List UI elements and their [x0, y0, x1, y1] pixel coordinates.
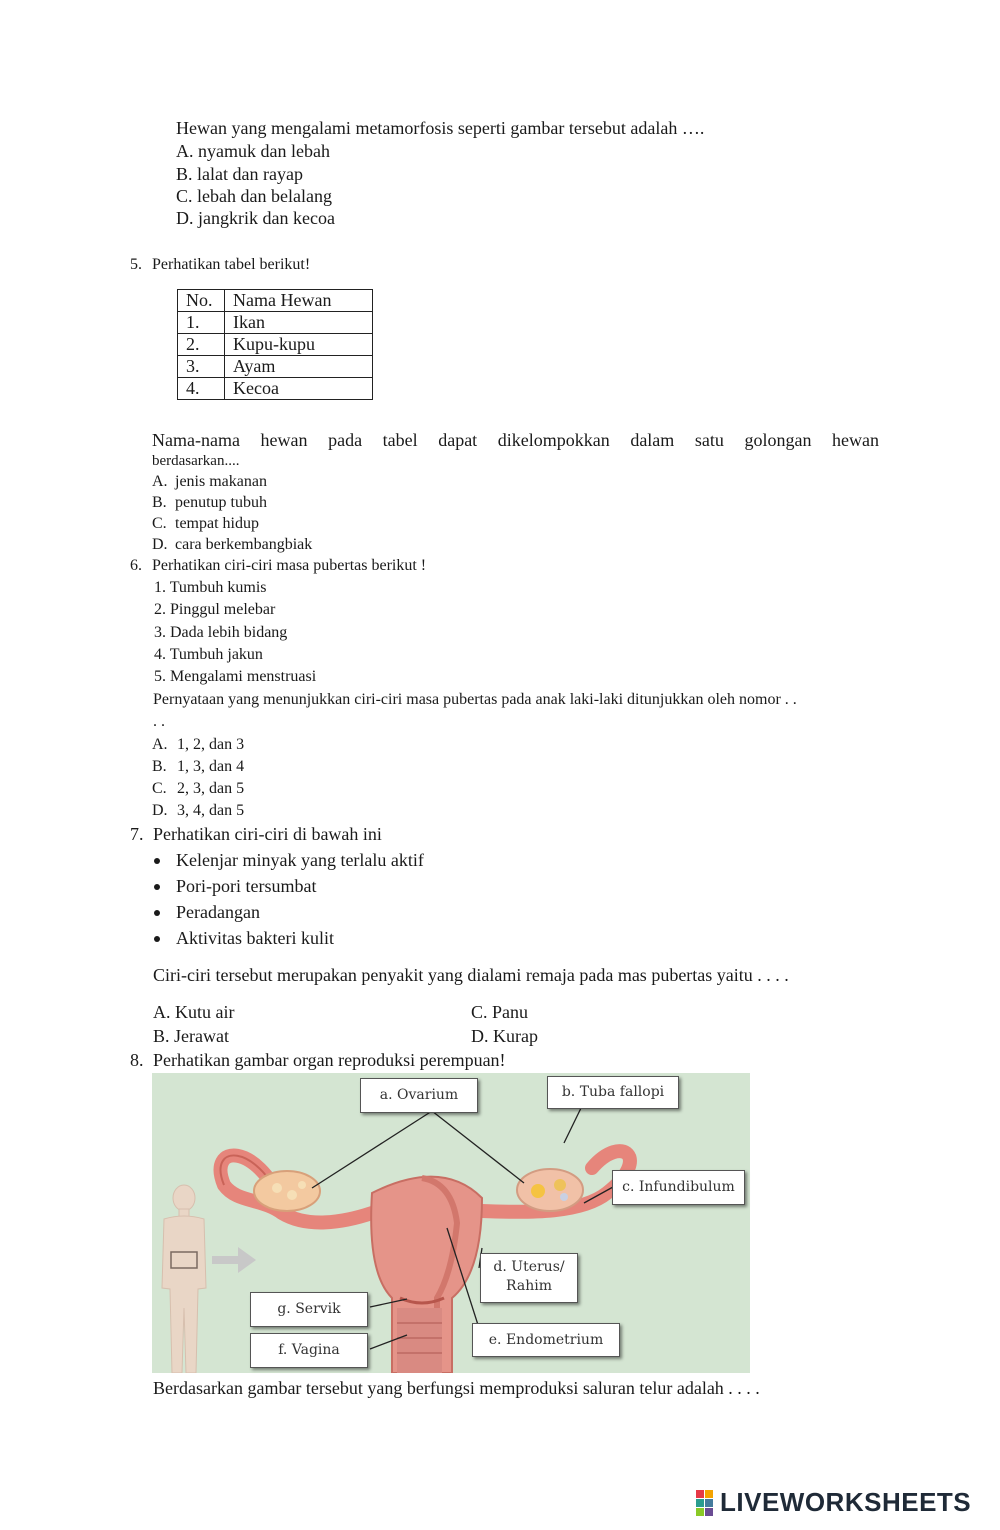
q5-number: 5. [130, 256, 142, 273]
table-row [178, 312, 373, 334]
q6-item-2: 2. Pinggul melebar [154, 601, 276, 618]
table-header-row [178, 290, 373, 312]
q6-number: 6. [130, 557, 142, 574]
logo-square-2 [705, 1490, 713, 1498]
q6-option-c: 2, 3, dan 5 [177, 780, 245, 797]
q5-stem-line2: berdasarkan.... [152, 453, 240, 469]
q6-option-d-letter: D. [152, 802, 168, 819]
q6-item-1: 1. Tumbuh kumis [154, 579, 267, 596]
brand-name: LIVEWORKSHEETS [720, 1487, 972, 1517]
q7-option-d: D. Kurap [471, 1026, 538, 1046]
q5-stem-line1: Nama-nama hewan pada tabel dapat dikelompokkan dalam satu golongan hewan [152, 430, 879, 450]
q4-option-c: C. lebah dan belalang [176, 186, 332, 206]
q5-option-b: penutup tubuh [175, 494, 267, 511]
q5-option-d: cara berkembangbiak [175, 536, 313, 553]
table-cell-no: 3. [178, 356, 225, 378]
q6-stem-line1: Pernyataan yang menunjukkan ciri-ciri masa pubertas pada anak laki-laki ditunjukkan oleh nomor . . [153, 691, 797, 708]
label-ovarium: a. Ovarium [360, 1078, 478, 1113]
body-silhouette-icon [162, 1185, 206, 1373]
q7-option-a: A. Kutu air [153, 1002, 235, 1022]
table-cell-name: Kecoa [225, 378, 373, 400]
logo-square-4 [705, 1499, 713, 1507]
table-header-name: Nama Hewan [225, 290, 373, 312]
q8-number: 8. [130, 1050, 144, 1070]
table-cell-no: 2. [178, 334, 225, 356]
q6-item-5: 5. Mengalami menstruasi [154, 668, 317, 685]
q7-bullet-2: Pori-pori tersumbat [176, 876, 317, 896]
q7-bullet-3: Peradangan [176, 902, 260, 922]
q5-option-a-letter: A. [152, 473, 168, 490]
logo-square-3 [696, 1499, 704, 1507]
table-cell-no: 1. [178, 312, 225, 334]
q6-option-b-letter: B. [152, 758, 167, 775]
q8-stem: Berdasarkan gambar tersebut yang berfungsi memproduksi saluran telur adalah . . . . [153, 1378, 760, 1398]
q6-option-b: 1, 3, dan 4 [177, 758, 245, 775]
label-tuba-fallopi: b. Tuba fallopi [547, 1076, 679, 1109]
q7-prompt: Perhatikan ciri-ciri di bawah ini [153, 824, 382, 844]
bullet-icon [154, 884, 160, 890]
reproductive-organ-illustration [152, 1073, 750, 1373]
table-cell-name: Ayam [225, 356, 373, 378]
q4-option-d: D. jangkrik dan kecoa [176, 208, 335, 228]
animal-table [177, 289, 373, 400]
arrow-right-icon [212, 1247, 256, 1273]
table-row [178, 334, 373, 356]
q6-option-a: 1, 2, dan 3 [177, 736, 245, 753]
q5-option-d-letter: D. [152, 536, 168, 553]
table-cell-name: Kupu-kupu [225, 334, 373, 356]
label-endometrium: e. Endometrium [472, 1323, 620, 1357]
label-servik: g. Servik [250, 1292, 368, 1327]
q6-stem-line2: . . [153, 713, 165, 730]
q7-number: 7. [130, 824, 144, 844]
bullet-icon [154, 858, 160, 864]
table-cell-name: Ikan [225, 312, 373, 334]
q6-item-4: 4. Tumbuh jakun [154, 646, 263, 663]
bullet-icon [154, 910, 160, 916]
label-vagina: f. Vagina [250, 1333, 368, 1368]
logo-square-1 [696, 1490, 704, 1498]
q8-prompt: Perhatikan gambar organ reproduksi perempuan! [153, 1050, 506, 1070]
q4-option-b: B. lalat dan rayap [176, 164, 303, 184]
q7-stem: Ciri-ciri tersebut merupakan penyakit yang dialami remaja pada mas pubertas yaitu . . . . [153, 965, 789, 985]
q5-option-c-letter: C. [152, 515, 167, 532]
bullet-icon [154, 936, 160, 942]
q6-option-d: 3, 4, dan 5 [177, 802, 245, 819]
table-row [178, 356, 373, 378]
q7-bullet-1: Kelenjar minyak yang terlalu aktif [176, 850, 424, 870]
q6-option-c-letter: C. [152, 780, 167, 797]
reproductive-organ-diagram [152, 1073, 750, 1373]
table-header-no: No. [178, 290, 225, 312]
logo-square-6 [705, 1508, 713, 1516]
q4-option-a: A. nyamuk dan lebah [176, 141, 330, 161]
q6-option-a-letter: A. [152, 736, 168, 753]
logo-square-5 [696, 1508, 704, 1516]
q7-bullet-4: Aktivitas bakteri kulit [176, 928, 334, 948]
label-uterus: d. Uterus/ Rahim [480, 1253, 578, 1303]
table-row [178, 378, 373, 400]
q7-option-b: B. Jerawat [153, 1026, 229, 1046]
q7-option-c: C. Panu [471, 1002, 529, 1022]
q5-option-b-letter: B. [152, 494, 167, 511]
q5-option-a: jenis makanan [175, 473, 267, 490]
label-infundibulum: c. Infundibulum [612, 1170, 745, 1205]
table-cell-no: 4. [178, 378, 225, 400]
q5-prompt: Perhatikan tabel berikut! [152, 256, 311, 273]
q4-stem: Hewan yang mengalami metamorfosis seperti gambar tersebut adalah …. [176, 118, 705, 138]
q5-option-c: tempat hidup [175, 515, 259, 532]
q6-prompt: Perhatikan ciri-ciri masa pubertas berikut ! [152, 557, 427, 574]
q6-item-3: 3. Dada lebih bidang [154, 624, 288, 641]
